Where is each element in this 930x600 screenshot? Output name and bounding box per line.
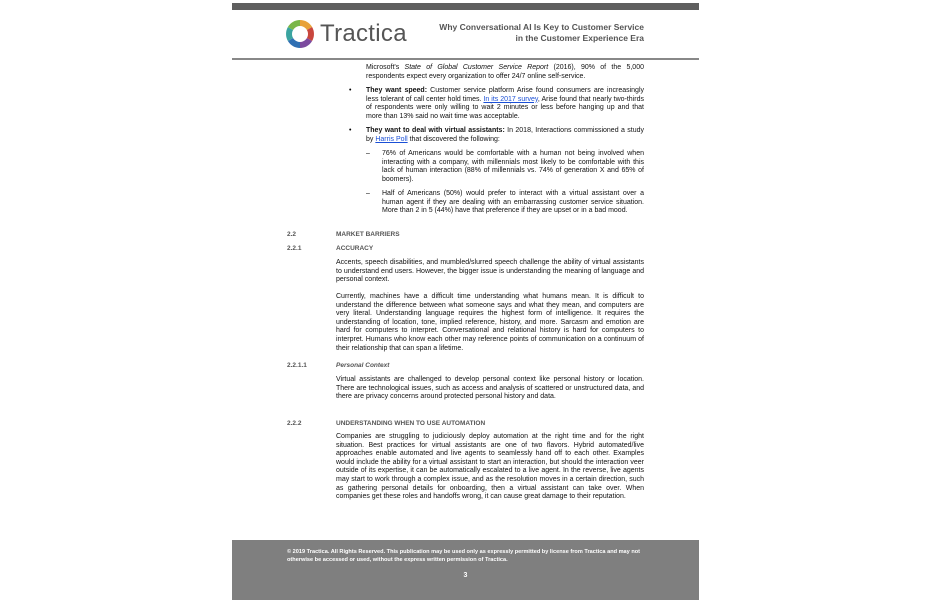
copyright-notice: © 2019 Tractica. All Rights Reserved. This publication may be used only as expressly permitted by license from Tractica and may not otherwise be accessed or used, without the express written permission of Tractica. (287, 549, 641, 563)
subbullet-marker: – (366, 190, 370, 197)
page-footer (232, 540, 699, 600)
bullet-va-text-a: In 2018, Interactions commissioned a study by (366, 127, 644, 143)
bullet-va-lead: They want to deal with virtual assistants: (366, 127, 505, 134)
section-heading-accuracy: ACCURACY (336, 245, 374, 252)
bullet-speed-text-b: , Arise found that nearly two-thirds of respondents were only willing to wait 2 minutes or less before hanging up and that more than 13% said no wait time was acceptable. (366, 95, 644, 120)
section-number: 2.2.1.1 (287, 362, 307, 369)
logo-text: Tractica (320, 20, 407, 47)
top-bar (232, 3, 699, 10)
tractica-logo (284, 18, 407, 50)
intro-text-b: (2016), 90% of the 5,000 respondents expect every organization to offer 24/7 online self-service. (366, 64, 644, 80)
harris-poll-link[interactable]: Harris Poll (375, 135, 408, 143)
page-number: 3 (463, 572, 468, 579)
accuracy-paragraph-1: Accents, speech disabilities, and mumbled/slurred speech challenge the ability of virtual assistants to understand end users. However, the bigger issue is understanding the meaning of language and personal context. (336, 259, 644, 284)
bullet-speed-lead: They want speed: (366, 87, 428, 94)
bullet-va-text-b: that discovered the following: (407, 135, 500, 143)
bullet-virtual-assistants (366, 127, 644, 144)
section-number: 2.2.2 (287, 420, 302, 427)
personal-context-paragraph: Virtual assistants are challenged to develop personal context like personal history or location. There are technological issues, such as access and analysis of scattered or unstructured data, and there are privacy concerns around protected personal history and data. (336, 376, 644, 401)
tractica-logo-icon (284, 18, 316, 50)
section-number: 2.2.1 (287, 245, 302, 252)
intro-text-a: Microsoft's (366, 64, 405, 71)
section-heading-automation: UNDERSTANDING WHEN TO USE AUTOMATION (336, 420, 486, 427)
subbullet-embarrassing: Half of Americans (50%) would prefer to interact with a virtual assistant over a human agent if they are dealing with an embarrassing customer service situation. More than 2 in 5 (44%) have that preference if they are upset or in a bad mood. (382, 190, 644, 215)
page-header (232, 10, 699, 58)
subbullet-marker: – (366, 150, 370, 157)
bullet-marker: • (349, 87, 352, 94)
header-divider (232, 58, 699, 60)
document-title-line2: in the Customer Experience Era (515, 33, 644, 43)
subbullet-comfortable: 76% of Americans would be comfortable with a human not being involved when interacting with a company, with millennials most likely to be comfortable with this lack of human interaction (88% of millennials vs. 74% of generation X and 65% of boomers). (382, 150, 644, 183)
automation-paragraph: Companies are struggling to judiciously deploy automation at the right time and for the right situation. Best practices for virtual assistants are one of two flavors. Hybrid automated/live approaches enable automated and live agents to seamlessly hand off to each other. Examples would include the ability for a virtual assistant to start an interaction, but should the interaction veer outside of its expertise, it can be automatically escalated to a live agent. In the reverse, live agents may start to work through a complex issue, and as the resolution moves in a certain direction, such as gathering personal details for onboarding, then a virtual assistant can take over. When companies get these roles and handoffs wrong, it can cause great damage to their reputation. (336, 433, 644, 501)
intro-report-title: State of Global Customer Service Report (404, 64, 549, 71)
section-number: 2.2 (287, 231, 297, 238)
accuracy-paragraph-2: Currently, machines have a difficult time understanding what humans mean. It is difficult to understand the difference between what someone says and what they mean, and computers are very literal. Understanding language requires the highest form of intelligence. It requires the understanding of location, tone, implied reference, history, and more. Sarcasm and emotion are hard for computers to interpret. Conversational and relational history is hard for computers to interpret. Humans who know each other may reference points of communication on a continuum of their relationship that can span a lifetime. (336, 293, 644, 352)
document-title-line1: Why Conversational AI Is Key to Customer Service (439, 22, 644, 32)
document-title (439, 22, 644, 44)
section-heading-market-barriers: MARKET BARRIERS (336, 231, 400, 238)
intro-paragraph (366, 64, 644, 81)
section-heading-personal-context: Personal Context (336, 362, 390, 369)
survey-link[interactable]: In its 2017 survey (483, 95, 538, 103)
bullet-speed (366, 87, 644, 121)
document-page (232, 0, 699, 600)
bullet-speed-text-a: Customer service platform Arise found consumers are increasingly less tolerant of call center hold times. (366, 87, 644, 103)
bullet-marker: • (349, 127, 352, 134)
